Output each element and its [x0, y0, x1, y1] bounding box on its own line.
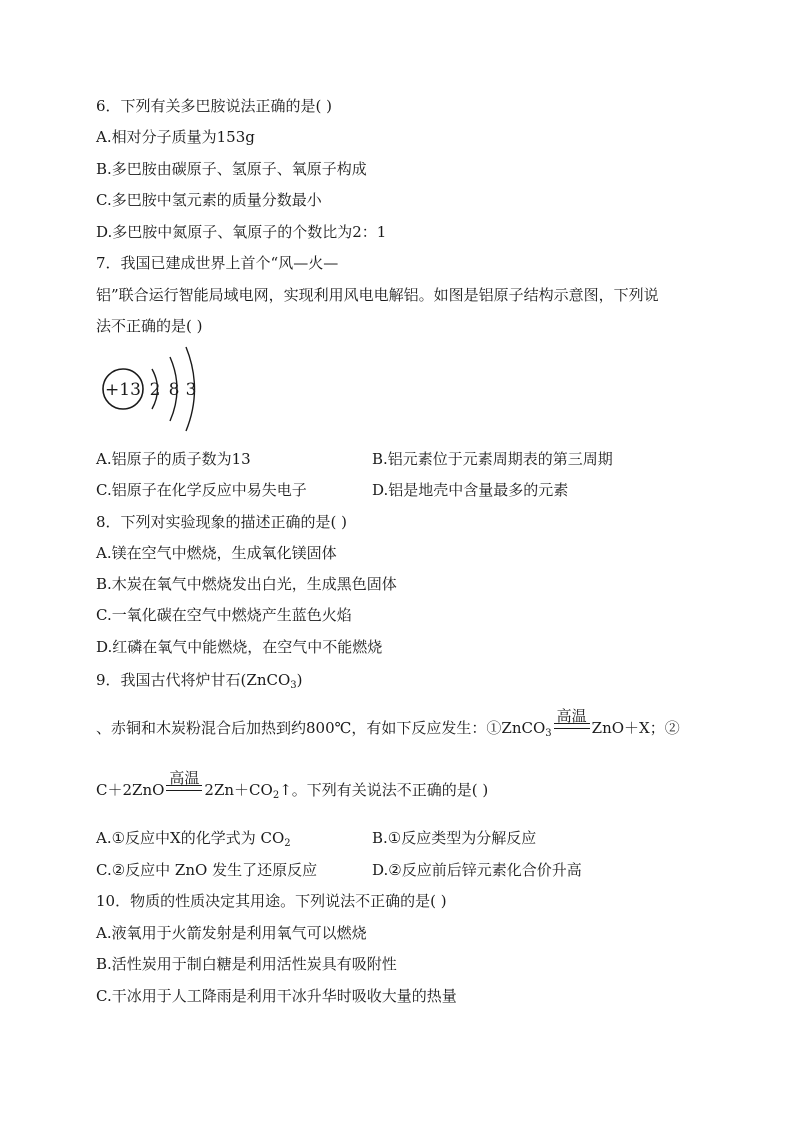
q7-option-c: C.铝原子在化学反应中易失电子 — [96, 481, 307, 499]
shell-1-electrons: 2 — [149, 380, 161, 400]
q9-stem-line3 — [96, 769, 489, 801]
nucleus-charge: +13 — [105, 380, 141, 400]
q8-option-d: D.红磷在氧气中能燃烧，在空气中不能燃烧 — [96, 638, 383, 656]
q7-option-d: D.铝是地壳中含量最多的元素 — [372, 481, 569, 499]
q6-option-a: A.相对分子质量为153g — [96, 128, 255, 146]
q9-option-a-text: A.①反应中X的化学式为 CO — [96, 829, 285, 847]
reaction1-condition-sign — [554, 707, 590, 738]
reaction2-product-subscript: 2 — [272, 790, 280, 801]
gas-arrow-icon: ↑ — [279, 781, 292, 799]
q9-stem-subscript: 3 — [290, 680, 297, 691]
q9-option-a-subscript: 2 — [284, 838, 291, 849]
q7-option-b: B.铝元素位于元素周期表的第三周期 — [372, 450, 613, 468]
q9-stem-text: 9．我国古代将炉甘石(ZnCO — [96, 671, 291, 689]
q9-stem-close: ) — [296, 671, 303, 689]
q7-option-a: A.铝原子的质子数为13 — [96, 450, 251, 468]
reaction2-condition-sign — [166, 769, 202, 800]
aluminum-atom-diagram — [100, 343, 200, 435]
q9-option-a — [96, 828, 291, 848]
q9-stem-line1 — [96, 670, 303, 690]
q9-stem-line2 — [96, 707, 680, 739]
q6-option-b: B.多巴胺由碳原子、氢原子、氧原子构成 — [96, 160, 367, 178]
q8-option-c: C.一氧化碳在空气中燃烧产生蓝色火焰 — [96, 606, 352, 624]
reaction2-product: 2Zn＋CO — [204, 781, 273, 799]
q6-stem: 6．下列有关多巴胺说法正确的是( ) — [96, 97, 333, 115]
q8-stem: 8．下列对实验现象的描述正确的是( ) — [96, 513, 348, 531]
q10-option-a: A.液氧用于火箭发射是利用氧气可以燃烧 — [96, 924, 367, 942]
shell-2-electrons: 8 — [168, 380, 180, 400]
q7-stem-line2: 铝”联合运行智能局域电网，实现利用风电电解铝。如图是铝原子结构示意图，下列说 — [96, 286, 659, 304]
reaction1-reactant-subscript: 3 — [545, 728, 552, 739]
q6-option-d: D.多巴胺中氮原子、氧原子的个数比为2：1 — [96, 223, 387, 241]
q8-option-b: B.木炭在氧气中燃烧发出白光，生成黑色固体 — [96, 575, 397, 593]
q9-option-c: C.②反应中 ZnO 发生了还原反应 — [96, 861, 318, 879]
q9-line3-text: 。下列有关说法不正确的是( ) — [291, 781, 489, 799]
q10-stem: 10．物质的性质决定其用途。下列说法不正确的是( ) — [96, 892, 447, 910]
reaction1-product: ZnO＋X — [591, 719, 650, 737]
q10-option-c: C.干冰用于人工降雨是利用干冰升华时吸收大量的热量 — [96, 987, 457, 1005]
q9-line2-text: 、赤铜和木炭粉混合后加热到约800℃，有如下反应发生：① — [96, 719, 502, 737]
reaction2-condition: 高温 — [169, 769, 200, 787]
q9-option-d: D.②反应前后锌元素化合价升高 — [372, 861, 582, 879]
q8-option-a: A.镁在空气中燃烧，生成氧化镁固体 — [96, 544, 337, 562]
q7-stem-line3: 法不正确的是( ) — [96, 317, 203, 335]
shell-3-electrons: 3 — [185, 380, 197, 400]
reaction1-reactant: ZnCO — [501, 719, 546, 737]
q10-option-b: B.活性炭用于制白糖是利用活性炭具有吸附性 — [96, 955, 397, 973]
q6-option-c: C.多巴胺中氢元素的质量分数最小 — [96, 191, 322, 209]
reaction2-reactant: C＋2ZnO — [96, 781, 165, 799]
q7-stem-line1: 7．我国已建成世界上首个“风—火— — [96, 254, 339, 272]
q9-option-b: B.①反应类型为分解反应 — [372, 829, 537, 847]
q9-line2-end: ；② — [649, 719, 680, 737]
reaction1-condition: 高温 — [556, 707, 587, 725]
